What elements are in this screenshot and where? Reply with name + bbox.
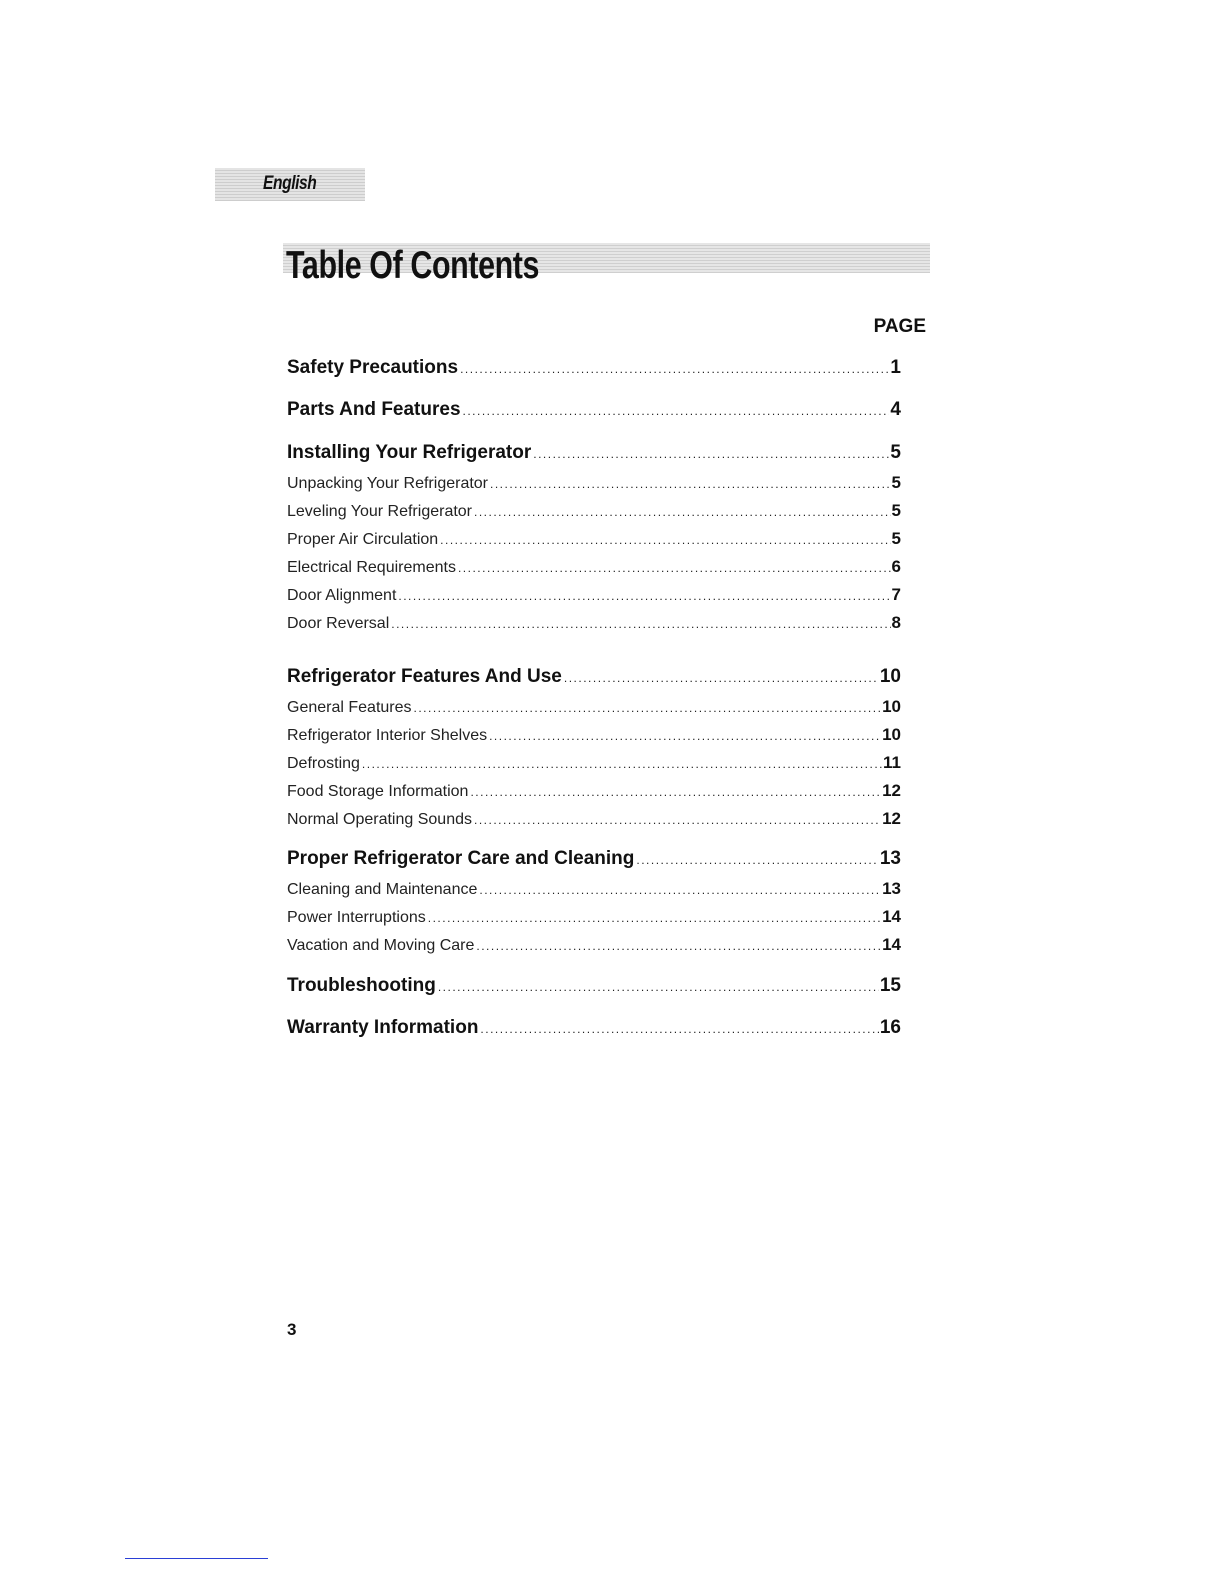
toc-page-number: 6 [891, 557, 901, 576]
page-number: 3 [287, 1320, 297, 1339]
toc-page-number: 12 [882, 809, 901, 828]
toc-entry-parts-and-features[interactable] [287, 399, 901, 421]
footer-rule [125, 1558, 268, 1559]
toc-label: Cleaning and Maintenance [287, 881, 478, 898]
toc-page-number: 11 [883, 753, 901, 772]
dot-leader [489, 729, 881, 743]
dot-leader [479, 883, 881, 897]
toc-entry-door-alignment[interactable] [287, 585, 901, 605]
dot-leader [480, 1022, 878, 1036]
dot-leader [460, 362, 889, 376]
toc-entry-cleaning-maintenance[interactable] [287, 879, 901, 899]
toc-label: General Features [287, 699, 412, 716]
toc-label: Refrigerator Interior Shelves [287, 727, 488, 744]
toc-page-number: 12 [882, 781, 901, 800]
toc-label: Electrical Requirements [287, 559, 456, 576]
toc-label: Vacation and Moving Care [287, 937, 475, 954]
toc-page-number: 10 [879, 666, 901, 687]
toc-entry-troubleshooting[interactable] [287, 975, 901, 997]
toc-label: Food Storage Information [287, 783, 469, 800]
dot-leader [398, 589, 890, 603]
toc-page-number: 13 [882, 879, 901, 898]
toc-entry-general-features[interactable] [287, 697, 901, 717]
dot-leader [533, 447, 889, 461]
toc-page-number: 5 [890, 442, 901, 463]
dot-leader [414, 701, 882, 715]
toc-label: Proper Refrigerator Care and Cleaning [287, 848, 635, 869]
toc-page-number: 14 [882, 935, 901, 954]
toc-page-number: 10 [882, 725, 901, 744]
toc-page-number: 16 [879, 1017, 901, 1038]
toc-entry-defrosting[interactable] [287, 753, 901, 773]
toc-page-number: 5 [891, 529, 901, 548]
dot-leader [636, 853, 878, 867]
toc-page-number: 7 [891, 585, 901, 604]
toc-label: Safety Precautions [287, 357, 459, 378]
toc-label: Warranty Information [287, 1017, 479, 1038]
toc-entry-power-interruptions[interactable] [287, 907, 901, 927]
dot-leader [564, 671, 879, 685]
toc-entry-leveling[interactable] [287, 501, 901, 521]
dot-leader [362, 757, 882, 771]
toc-label: Leveling Your Refrigerator [287, 503, 473, 520]
toc-page-number: 13 [879, 848, 901, 869]
language-tab [215, 168, 365, 201]
page-column-label: PAGE [873, 316, 926, 337]
toc-label: Refrigerator Features And Use [287, 666, 562, 687]
toc-entry-warranty[interactable] [287, 1017, 901, 1039]
toc-page-number: 1 [890, 357, 901, 378]
page-title: Table Of Contents [286, 244, 540, 287]
toc-label: Installing Your Refrigerator [287, 442, 532, 463]
dot-leader [476, 939, 881, 953]
dot-leader [391, 617, 890, 631]
toc-page-number: 10 [882, 697, 901, 716]
toc-page-number: 5 [891, 501, 901, 520]
toc-page-number: 4 [890, 399, 901, 420]
toc-entry-vacation-moving[interactable] [287, 935, 901, 955]
toc-entry-air-circulation[interactable] [287, 529, 901, 549]
toc-entry-operating-sounds[interactable] [287, 809, 901, 829]
dot-leader [440, 533, 890, 547]
toc-label: Door Alignment [287, 587, 397, 604]
toc-label: Door Reversal [287, 615, 390, 632]
toc-label: Proper Air Circulation [287, 531, 439, 548]
toc-label: Normal Operating Sounds [287, 811, 472, 828]
toc-label: Unpacking Your Refrigerator [287, 475, 489, 492]
dot-leader [463, 404, 890, 418]
toc-page-number: 5 [891, 473, 901, 492]
toc-entry-electrical-requirements[interactable] [287, 557, 901, 577]
toc-entry-features-and-use[interactable] [287, 666, 901, 688]
toc-entry-food-storage[interactable] [287, 781, 901, 801]
dot-leader [428, 911, 881, 925]
toc-label: Troubleshooting [287, 975, 436, 996]
dot-leader [474, 505, 891, 519]
dot-leader [470, 785, 881, 799]
toc-entry-safety-precautions[interactable] [287, 357, 901, 379]
toc-label: Power Interruptions [287, 909, 426, 926]
toc-entry-interior-shelves[interactable] [287, 725, 901, 745]
toc-entry-unpacking[interactable] [287, 473, 901, 493]
toc-page-number: 15 [879, 975, 901, 996]
toc-label: Defrosting [287, 755, 360, 772]
toc-entry-door-reversal[interactable] [287, 613, 901, 633]
dot-leader [474, 813, 881, 827]
toc-entry-care-and-cleaning[interactable] [287, 848, 901, 870]
toc-page-number: 8 [891, 613, 901, 632]
toc-label: Parts And Features [287, 399, 461, 420]
toc-page-number: 14 [882, 907, 901, 926]
dot-leader [490, 477, 891, 491]
toc-entry-installing-your-refrigerator[interactable] [287, 442, 901, 464]
language-label: English [263, 173, 317, 194]
dot-leader [458, 561, 891, 575]
dot-leader [438, 980, 879, 994]
